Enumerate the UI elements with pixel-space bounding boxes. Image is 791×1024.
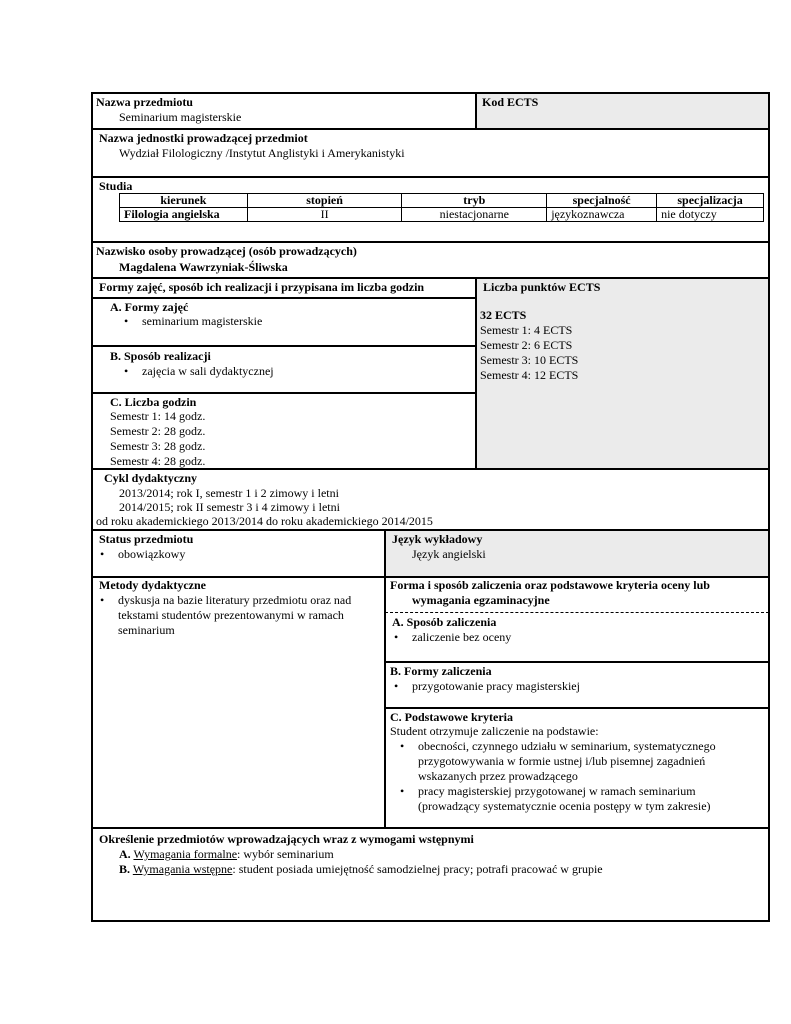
liczba-godzin-line: Semestr 3: 28 godz. bbox=[110, 439, 206, 453]
divider bbox=[385, 707, 769, 709]
table-cell: niestacjonarne bbox=[402, 208, 547, 222]
ects-total: 32 ECTS bbox=[480, 308, 527, 322]
jezyk-label: Język wykładowy bbox=[392, 532, 483, 546]
list-item: • dyskusja na bazie literatury przedmiotu oraz nad bbox=[118, 593, 351, 608]
forma-zaliczenia-label: Forma i sposób zaliczenia oraz podstawowe kryteria oceny lub bbox=[390, 578, 710, 592]
sposob-realizacji-label: B. Sposób realizacji bbox=[110, 349, 211, 363]
cykl-label: Cykl dydaktyczny bbox=[104, 471, 198, 485]
metody-line: seminarium bbox=[118, 623, 175, 637]
column-header: stopień bbox=[247, 194, 402, 208]
divider bbox=[475, 93, 477, 129]
ects-line: Semestr 4: 12 ECTS bbox=[480, 368, 579, 382]
prowadzacy-label: Nazwisko osoby prowadzącej (osób prowadzących) bbox=[96, 244, 357, 258]
liczba-godzin-line: Semestr 4: 28 godz. bbox=[110, 454, 206, 468]
table-cell: językoznawcza bbox=[547, 208, 657, 222]
nazwa-przedmiotu-label: Nazwa przedmiotu bbox=[96, 95, 193, 109]
nazwa-przedmiotu-value: Seminarium magisterskie bbox=[119, 110, 242, 124]
jednostka-value: Wydział Filologiczny /Instytut Anglistyki i Amerykanistyki bbox=[119, 146, 405, 160]
kryteria-line: wskazanych przez prowadzącego bbox=[418, 769, 578, 783]
list-item: • zaliczenie bez oceny bbox=[412, 630, 511, 645]
formy-zaliczenia-label: B. Formy zaliczenia bbox=[390, 664, 492, 678]
divider bbox=[91, 468, 770, 470]
wymagania-a-term: Wymagania formalne bbox=[133, 847, 238, 861]
formy-zajec-label: A. Formy zajęć bbox=[110, 300, 189, 314]
divider bbox=[91, 241, 770, 243]
table-cell: Filologia angielska bbox=[120, 208, 248, 222]
table-cell: nie dotyczy bbox=[657, 208, 764, 222]
cykl-line: od roku akademickiego 2013/2014 do roku akademickiego 2014/2015 bbox=[96, 514, 433, 528]
ects-label: Liczba punktów ECTS bbox=[483, 280, 601, 294]
column-header: specjalizacja bbox=[657, 194, 764, 208]
kryteria-intro: Student otrzymuje zaliczenie na podstawie: bbox=[390, 724, 599, 738]
wymagania-a-text: : wybór seminarium bbox=[237, 847, 334, 861]
studia-table bbox=[119, 193, 764, 222]
list-item: • obowiązkowy bbox=[118, 547, 185, 562]
wymagania-label: Określenie przedmiotów wprowadzających wraz z wymogami wstępnymi bbox=[99, 832, 474, 846]
list-item: • zajęcia w sali dydaktycznej bbox=[142, 364, 274, 379]
wymagania-a-prefix: A. bbox=[119, 847, 131, 861]
kryteria-line: przygotowywania w formie ustnej i/lub pisemnej zagadnień bbox=[418, 754, 706, 768]
column-header: specjalność bbox=[547, 194, 657, 208]
column-header: kierunek bbox=[120, 194, 248, 208]
kryteria-line: (prowadzący systematycznie ocenia postępy w tym zakresie) bbox=[418, 799, 711, 813]
status-label: Status przedmiotu bbox=[99, 532, 194, 546]
ects-line: Semestr 1: 4 ECTS bbox=[480, 323, 573, 337]
cykl-line: 2013/2014; rok I, semestr 1 i 2 zimowy i letni bbox=[119, 486, 339, 500]
divider bbox=[91, 297, 476, 299]
list-item: • pracy magisterskiej przygotowanej w ramach seminarium bbox=[418, 784, 696, 799]
table-row bbox=[120, 208, 764, 222]
list-item: • obecności, czynnego udziału w seminarium, systematycznego bbox=[418, 739, 716, 754]
ects-line: Semestr 2: 6 ECTS bbox=[480, 338, 573, 352]
table-header-row bbox=[120, 194, 764, 208]
jednostka-label: Nazwa jednostki prowadzącej przedmiot bbox=[99, 131, 308, 145]
formy-header: Formy zajęć, sposób ich realizacji i przypisana im liczba godzin bbox=[99, 280, 425, 294]
divider bbox=[91, 392, 476, 394]
column-header: tryb bbox=[402, 194, 547, 208]
divider bbox=[91, 128, 770, 130]
wymagania-b-term: Wymagania wstępne bbox=[132, 862, 233, 876]
wymagania-a bbox=[119, 847, 334, 861]
sposob-zaliczenia-label: A. Sposób zaliczenia bbox=[392, 615, 497, 629]
forma-zaliczenia-label-2: wymagania egzaminacyjne bbox=[412, 593, 550, 607]
divider bbox=[385, 661, 769, 663]
divider bbox=[91, 176, 770, 178]
cykl-line: 2014/2015; rok II semestr 3 i 4 zimowy i letni bbox=[119, 500, 340, 514]
list-item: • seminarium magisterskie bbox=[142, 314, 262, 329]
divider bbox=[91, 345, 476, 347]
divider bbox=[385, 612, 769, 613]
divider bbox=[475, 278, 477, 469]
prowadzacy-value: Magdalena Wawrzyniak-Śliwska bbox=[119, 260, 288, 274]
wymagania-b bbox=[119, 862, 603, 876]
kod-ects-label: Kod ECTS bbox=[482, 95, 539, 109]
metody-label: Metody dydaktyczne bbox=[99, 578, 206, 592]
list-item: • przygotowanie pracy magisterskiej bbox=[412, 679, 580, 694]
wymagania-b-text: : student posiada umiejętność samodzielnej pracy; potrafi pracować w grupie bbox=[232, 862, 603, 876]
liczba-godzin-line: Semestr 1: 14 godz. bbox=[110, 409, 206, 423]
jezyk-value: Język angielski bbox=[412, 547, 486, 561]
divider bbox=[91, 277, 770, 279]
liczba-godzin-label: C. Liczba godzin bbox=[110, 395, 197, 409]
wymagania-b-prefix: B. bbox=[119, 862, 131, 876]
divider bbox=[91, 529, 770, 531]
divider bbox=[91, 827, 770, 829]
divider bbox=[384, 530, 386, 828]
kryteria-label: C. Podstawowe kryteria bbox=[390, 710, 513, 724]
ects-line: Semestr 3: 10 ECTS bbox=[480, 353, 579, 367]
liczba-godzin-line: Semestr 2: 28 godz. bbox=[110, 424, 206, 438]
table-cell: II bbox=[247, 208, 402, 222]
studia-label: Studia bbox=[99, 179, 133, 193]
metody-line: tekstami studentów prezentowanymi w ramach bbox=[118, 608, 344, 622]
